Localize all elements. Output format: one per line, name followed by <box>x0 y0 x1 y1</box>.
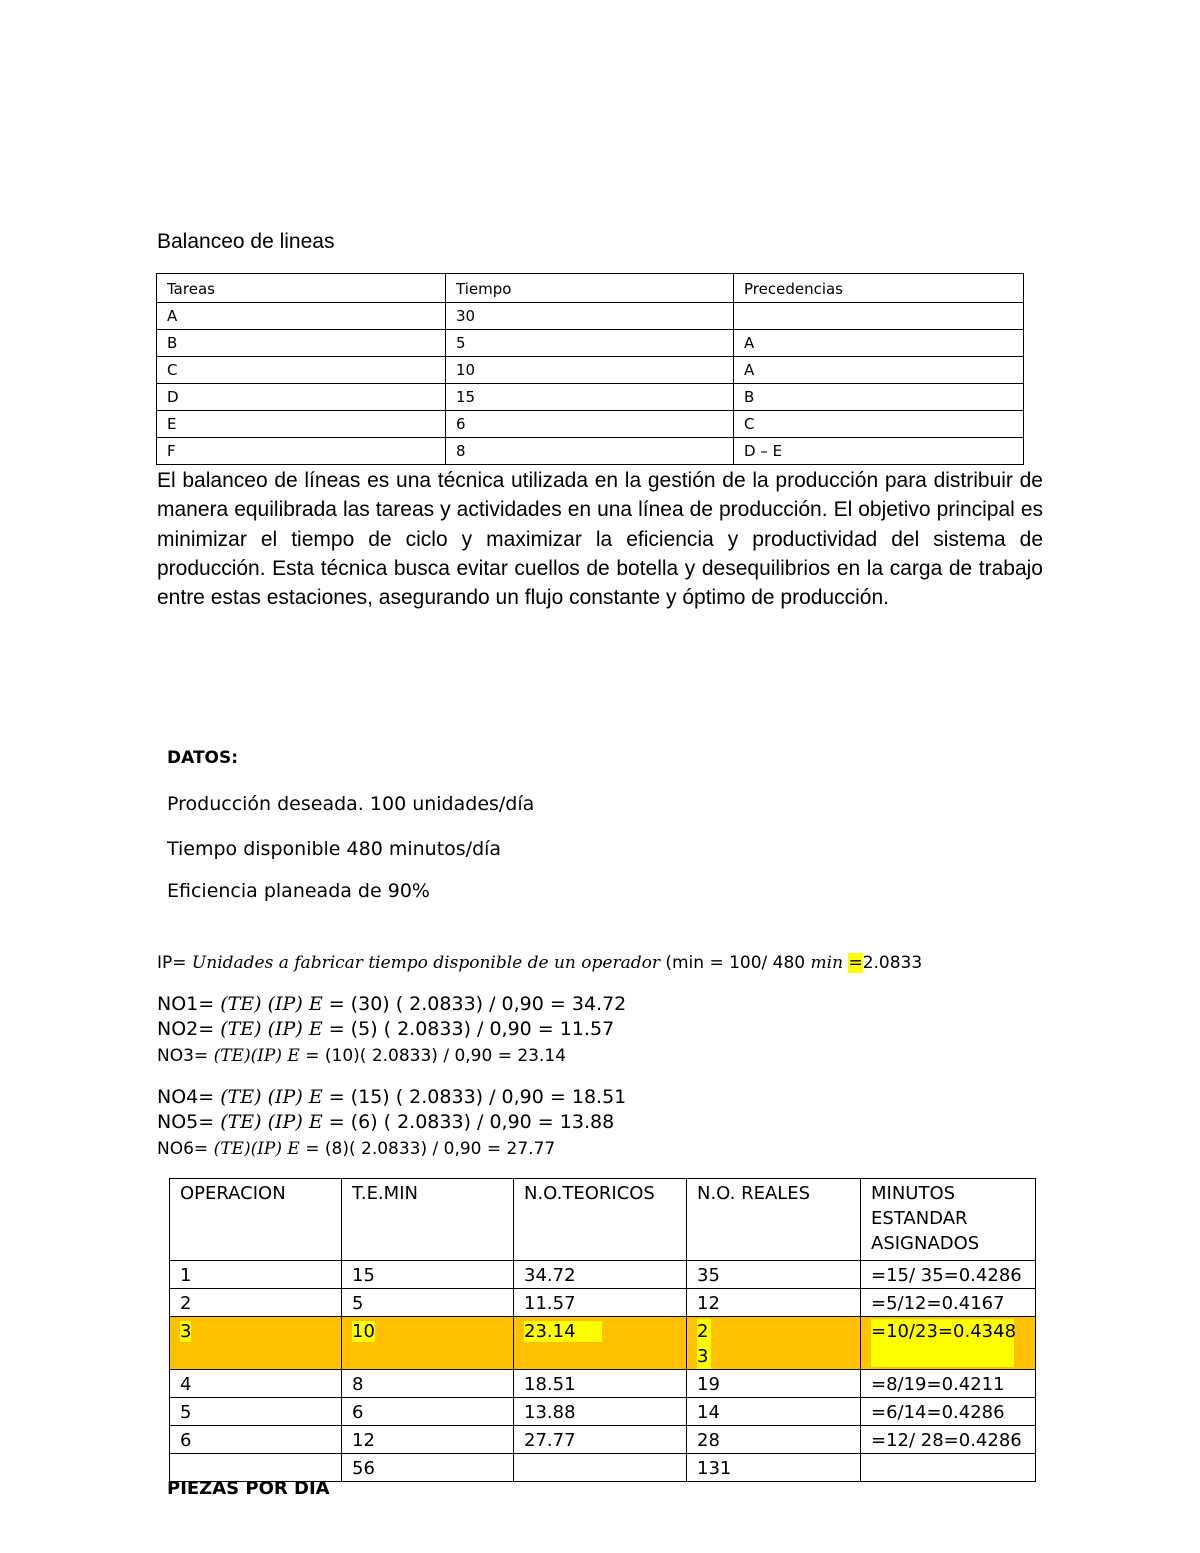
real-total-cell: 131 <box>687 1454 861 1482</box>
ip-term: (IP) <box>267 1018 303 1040</box>
ip-prefix: IP= <box>157 953 192 973</box>
theoretical-cell: 18.51 <box>514 1370 687 1398</box>
datos-heading: DATOS: <box>167 748 239 768</box>
header-tiempo: Tiempo <box>446 274 734 303</box>
ip-term: (IP) <box>267 993 303 1015</box>
task-cell: E <box>157 411 446 438</box>
datos-line: Eficiencia planeada de 90% <box>167 880 430 902</box>
theoretical-cell: 34.72 <box>514 1261 687 1289</box>
time-cell: 10 <box>446 357 734 384</box>
minutes-cell: =15/ 35=0.4286 <box>861 1261 1036 1289</box>
table-row <box>170 1426 1036 1454</box>
te-cell: 12 <box>342 1426 514 1454</box>
real-cell: 28 <box>687 1426 861 1454</box>
task-cell: B <box>157 330 446 357</box>
te-term: (TE) <box>213 1139 251 1159</box>
theoretical-cell <box>514 1317 687 1370</box>
no-label: NO1= <box>157 993 221 1015</box>
no-formula <box>157 1139 555 1159</box>
precedence-cell: A <box>734 330 1024 357</box>
task-cell: D <box>157 384 446 411</box>
precedence-cell: D – E <box>734 438 1024 465</box>
theoretical-cell: 13.88 <box>514 1398 687 1426</box>
no-rest: = (8)( 2.0833) / 0,90 = 27.77 <box>299 1139 556 1159</box>
ip-term: (IP) <box>267 1111 303 1133</box>
theoretical-cell: 11.57 <box>514 1289 687 1317</box>
operation-cell: 6 <box>170 1426 342 1454</box>
task-cell: A <box>157 303 446 330</box>
operations-table <box>169 1178 1036 1482</box>
task-table <box>156 273 1024 465</box>
operation-cell <box>170 1317 342 1370</box>
document-title: Balanceo de lineas <box>157 230 335 253</box>
operation-cell: 2 <box>170 1289 342 1317</box>
operation-cell: 4 <box>170 1370 342 1398</box>
no-rest: = (15) ( 2.0833) / 0,90 = 18.51 <box>322 1086 627 1108</box>
highlighted-value: =10/23=0.4348 <box>871 1319 1014 1367</box>
task-table-row <box>157 357 1024 384</box>
table-row-highlighted <box>170 1317 1036 1370</box>
no-label: NO3= <box>157 1046 214 1066</box>
ip-formula <box>157 953 922 973</box>
no-label: NO6= <box>157 1139 214 1159</box>
e-term: E <box>308 993 323 1015</box>
no-rest: = (30) ( 2.0833) / 0,90 = 34.72 <box>322 993 627 1015</box>
operation-cell: 1 <box>170 1261 342 1289</box>
te-term: (TE) <box>213 1046 251 1066</box>
operation-cell: 5 <box>170 1398 342 1426</box>
no-formula <box>157 1086 626 1108</box>
real-cell: 12 <box>687 1289 861 1317</box>
ip-italic-min: min <box>810 953 844 973</box>
task-table-row <box>157 438 1024 465</box>
header-minutos-estandar: MINUTOS ESTANDAR ASIGNADOS <box>861 1179 1036 1261</box>
theoretical-cell <box>514 1454 687 1482</box>
e-term: E <box>308 1086 323 1108</box>
datos-line: Producción deseada. 100 unidades/día <box>167 793 535 815</box>
task-table-row <box>157 411 1024 438</box>
e-term: E <box>308 1018 323 1040</box>
header-operacion: OPERACION <box>170 1179 342 1261</box>
minutes-cell <box>861 1454 1036 1482</box>
time-cell: 30 <box>446 303 734 330</box>
no-label: NO2= <box>157 1018 221 1040</box>
te-cell: 8 <box>342 1370 514 1398</box>
te-term: (TE) <box>220 1111 262 1133</box>
highlighted-value: 2 3 <box>697 1319 711 1369</box>
task-cell: C <box>157 357 446 384</box>
header-tareas: Tareas <box>157 274 446 303</box>
te-total-cell: 56 <box>342 1454 514 1482</box>
header-no-teoricos: N.O.TEORICOS <box>514 1179 687 1261</box>
te-cell: 6 <box>342 1398 514 1426</box>
e-term: E <box>308 1111 323 1133</box>
no-formula <box>157 1018 614 1040</box>
ip-term: (IP) <box>250 1046 282 1066</box>
table-row <box>170 1289 1036 1317</box>
te-term: (TE) <box>220 1086 262 1108</box>
no-rest: = (6) ( 2.0833) / 0,90 = 13.88 <box>322 1111 615 1133</box>
no-formula <box>157 1111 614 1133</box>
precedence-cell <box>734 303 1024 330</box>
theoretical-cell: 27.77 <box>514 1426 687 1454</box>
datos-line: Tiempo disponible 480 minutos/día <box>167 838 502 860</box>
minutes-cell: =6/14=0.4286 <box>861 1398 1036 1426</box>
task-cell: F <box>157 438 446 465</box>
real-cell: 19 <box>687 1370 861 1398</box>
te-cell <box>342 1317 514 1370</box>
intro-paragraph: El balanceo de líneas es una técnica utilizada en la gestión de la producción para distribuir de manera equilibrada las tareas y actividades en una línea de producción. El objetivo principal es minimizar el tiempo de ciclo y maximizar la eficiencia y productividad del sistema de producción. Esta técnica busca evitar cuellos de botella y desequilibrios en la carga de trabajo entre estas estaciones, asegurando un flujo constante y óptimo de producción. <box>157 469 1043 610</box>
minutes-cell: =12/ 28=0.4286 <box>861 1426 1036 1454</box>
time-cell: 5 <box>446 330 734 357</box>
ip-result: 2.0833 <box>862 953 923 973</box>
header-te-min: T.E.MIN <box>342 1179 514 1261</box>
highlighted-value: 23.14 <box>524 1321 602 1342</box>
ip-highlighted-equals: = <box>848 953 863 973</box>
no-label: NO5= <box>157 1111 221 1133</box>
precedence-cell: C <box>734 411 1024 438</box>
ip-term: (IP) <box>250 1139 282 1159</box>
minutes-cell <box>861 1317 1036 1370</box>
task-table-row <box>157 330 1024 357</box>
piezas-por-dia-heading: PIEZAS POR DIA <box>167 1478 330 1499</box>
te-cell: 15 <box>342 1261 514 1289</box>
minutes-cell: =8/19=0.4211 <box>861 1370 1036 1398</box>
time-cell: 8 <box>446 438 734 465</box>
e-term: E <box>287 1139 300 1159</box>
no-rest: = (10)( 2.0833) / 0,90 = 23.14 <box>299 1046 567 1066</box>
task-table-row <box>157 303 1024 330</box>
real-cell: 14 <box>687 1398 861 1426</box>
highlighted-value: 3 <box>180 1321 192 1342</box>
highlighted-value: 10 <box>352 1321 375 1342</box>
time-cell: 15 <box>446 384 734 411</box>
te-term: (TE) <box>220 1018 262 1040</box>
task-table-row <box>157 384 1024 411</box>
ip-middle: (min = 100/ 480 <box>659 953 811 973</box>
precedence-cell: A <box>734 357 1024 384</box>
time-cell: 6 <box>446 411 734 438</box>
real-cell: 35 <box>687 1261 861 1289</box>
no-label: NO4= <box>157 1086 221 1108</box>
no-rest: = (5) ( 2.0833) / 0,90 = 11.57 <box>322 1018 615 1040</box>
table-row <box>170 1261 1036 1289</box>
header-no-reales: N.O. REALES <box>687 1179 861 1261</box>
e-term: E <box>287 1046 300 1066</box>
ip-italic-text: Unidades a fabricar tiempo disponible de un operador <box>191 953 660 973</box>
real-cell <box>687 1317 861 1370</box>
operations-table-header <box>170 1179 1036 1261</box>
no-formula <box>157 1046 566 1066</box>
te-term: (TE) <box>220 993 262 1015</box>
ip-term: (IP) <box>267 1086 303 1108</box>
task-table-header <box>157 274 1024 303</box>
header-precedencias: Precedencias <box>734 274 1024 303</box>
no-formula <box>157 993 626 1015</box>
table-row <box>170 1398 1036 1426</box>
table-row <box>170 1370 1036 1398</box>
te-cell: 5 <box>342 1289 514 1317</box>
minutes-cell: =5/12=0.4167 <box>861 1289 1036 1317</box>
precedence-cell: B <box>734 384 1024 411</box>
